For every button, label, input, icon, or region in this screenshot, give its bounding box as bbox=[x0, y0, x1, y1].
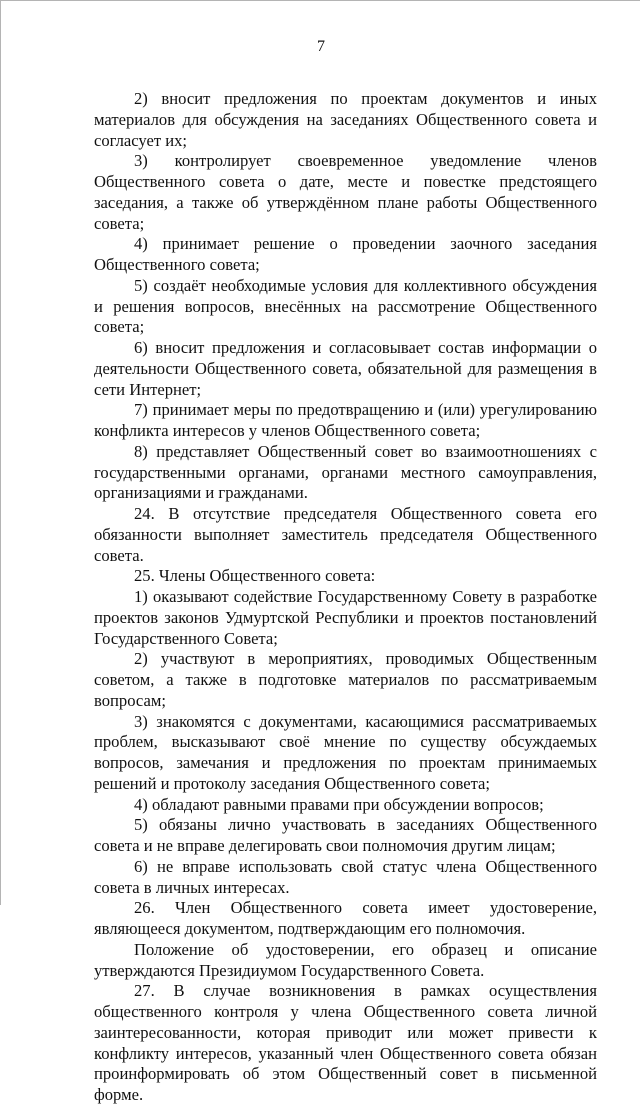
paragraph-item-2-proposals: 2) вносит предложения по проектам документов и иных материалов для обсуждения на заседаниях Общественного совета и согласует их; bbox=[94, 89, 597, 150]
paragraph-member-item-1: 1) оказывают содействие Государственному Совету в разработке проектов законов Удмуртской Республики и проектов постановлений Государственного Совета; bbox=[94, 587, 597, 648]
paragraph-section-25: 25. Члены Общественного совета: bbox=[134, 566, 376, 586]
paragraph-section-26: 26. Член Общественного совета имеет удостоверение, являющееся документом, подтверждающим его полномочия. bbox=[94, 898, 597, 938]
paragraph-section-26-certificate: Положение об удостоверении, его образец и описание утверждаются Президиумом Государственного Совета. bbox=[94, 939, 597, 980]
paragraph-member-item-4: 4) обладают равными правами при обсуждении вопросов; bbox=[134, 794, 544, 814]
paragraph-item-5-conditions: 5) создаёт необходимые условия для коллективного обсуждения и решения вопросов, внесённых на рассмотрение Общественного совета; bbox=[94, 275, 597, 337]
paragraph-item-6-information: 6) вносит предложения и согласовывает состав информации о деятельности Общественного совета, обязательной для размещения в сети Интернет; bbox=[94, 338, 597, 399]
page-number: 7 bbox=[317, 38, 325, 55]
paragraph-member-item-3: 3) знакомятся с документами, касающимися рассматриваемых проблем, высказывают своё мнение по существу обсуждаемых вопросов, замечания и предложения по проектам принимаемых решений и протоколу заседания Общественного совета; bbox=[94, 711, 597, 793]
paragraph-section-24: 24. В отсутствие председателя Общественного совета его обязанности выполняет заместитель председателя Общественного совета. bbox=[94, 504, 597, 565]
paragraph-item-3-notification: 3) контролирует своевременное уведомление членов Общественного совета о дате, месте и повестке предстоящего заседания, а также об утверждённом плане работы Общественного совета; bbox=[94, 151, 597, 233]
paragraph-member-item-5: 5) обязаны лично участвовать в заседаниях Общественного совета и не вправе делегировать свои полномочия другим лицам; bbox=[94, 815, 597, 855]
paragraph-member-item-6: 6) не вправе использовать свой статус члена Общественного совета в личных интересах. bbox=[94, 856, 597, 897]
paragraph-item-7-conflict: 7) принимает меры по предотвращению и (или) урегулированию конфликта интересов у членов Общественного совета; bbox=[94, 400, 597, 440]
document-body bbox=[94, 89, 597, 1106]
paragraph-item-8-represents: 8) представляет Общественный совет во взаимоотношениях с государственными органами, органами местного самоуправления, организациями и гражданами. bbox=[94, 441, 597, 503]
paragraph-member-item-2: 2) участвуют в мероприятиях, проводимых Общественным советом, а также в подготовке материалов по рассматриваемым вопросам; bbox=[94, 649, 597, 710]
paragraph-item-4-remote-meeting: 4) принимает решение о проведении заочного заседания Общественного совета; bbox=[94, 234, 597, 274]
paragraph-section-27: 27. В случае возникновения в рамках осуществления общественного контроля у члена Общественного совета личной заинтересованности, которая приводит или может привести к конфликту интересов, указанный член Общественного совета обязан проинформировать об этом Общественный совет в письменной форме. bbox=[94, 981, 597, 1104]
